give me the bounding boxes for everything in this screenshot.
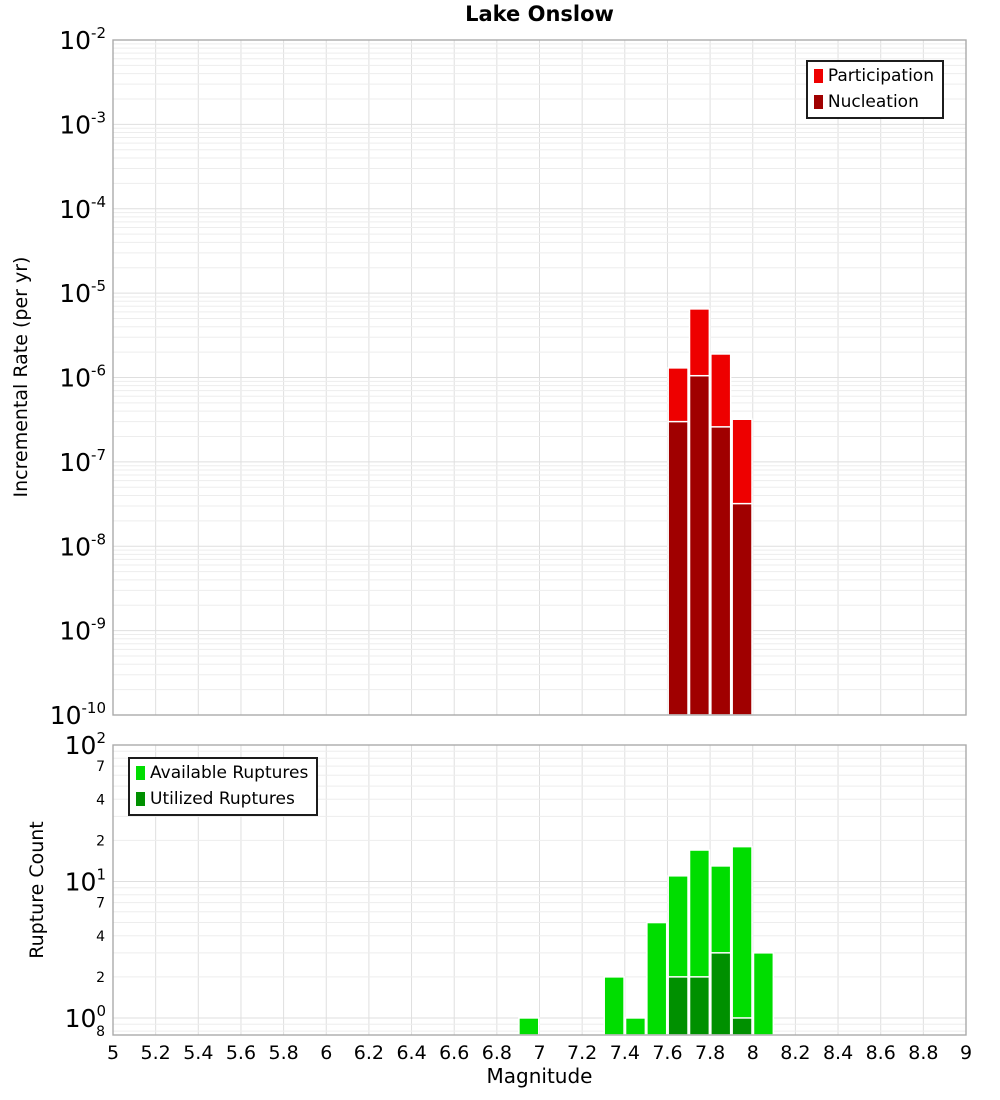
x-axis-tick-label: 7.4 [609, 1042, 640, 1064]
x-axis-label: Magnitude [486, 1064, 593, 1088]
legend-item-utilized-ruptures [136, 790, 308, 809]
y-axis-tick-label: $10^{-4}$ [59, 192, 106, 224]
bar-available-ruptures [732, 847, 752, 1035]
x-axis-tick-label: 6.6 [439, 1042, 470, 1064]
bar-available-ruptures [626, 1018, 646, 1035]
bar-utilized-ruptures [668, 977, 688, 1035]
y-axis-minor-tick-label: 4 [96, 792, 105, 809]
y-axis-tick-label: $10^{-6}$ [59, 361, 106, 393]
participation-legend-label: Participation [827, 66, 934, 86]
y-axis-minor-tick-label: 4 [96, 928, 105, 945]
utilized-ruptures-swatch [136, 792, 145, 806]
x-axis-tick-label: 6.4 [396, 1042, 427, 1064]
y-axis-minor-tick-label: 2 [96, 833, 105, 850]
participation-swatch [814, 69, 823, 83]
nucleation-swatch [814, 95, 823, 109]
x-axis-tick-label: 6.2 [353, 1042, 385, 1064]
y-axis-tick-label: $10^{-5}$ [59, 277, 106, 309]
x-axis-tick-label: 6.8 [481, 1042, 512, 1064]
bar-available-ruptures [754, 953, 774, 1035]
x-axis-tick-label: 9 [959, 1042, 973, 1064]
available-ruptures-swatch [136, 766, 145, 780]
y-axis-tick-label: $10^2$ [64, 729, 106, 760]
y-axis-tick-label: $10^{-9}$ [59, 614, 106, 646]
bar-nucleation [732, 504, 752, 715]
x-axis-tick-label: 8.2 [780, 1042, 811, 1064]
y-axis-minor-tick-label: 7 [96, 895, 105, 912]
bar-available-ruptures [647, 923, 667, 1035]
y-axis-tick-label: $10^{-2}$ [59, 24, 106, 55]
available-ruptures-legend-label: Available Ruptures [150, 763, 309, 783]
bar-utilized-ruptures [690, 977, 710, 1035]
x-axis-tick-label: 7.6 [652, 1042, 683, 1064]
y-axis-minor-tick-label: 7 [96, 759, 105, 776]
bar-utilized-ruptures [732, 1018, 752, 1035]
rate-legend [806, 60, 944, 119]
top-y-axis-label: Incremental Rate (per yr) [10, 256, 32, 498]
bottom-y-axis-label: Rupture Count [26, 821, 48, 959]
bar-nucleation [690, 376, 710, 715]
bar-nucleation [711, 427, 731, 715]
nucleation-legend-label: Nucleation [827, 91, 919, 112]
y-axis-tick-label: $10^{-3}$ [59, 108, 106, 140]
x-axis-tick-label: 5 [106, 1042, 120, 1064]
y-axis-tick-label: $10^0$ [64, 1001, 106, 1033]
y-axis-minor-tick-label: 2 [96, 969, 105, 986]
bar-nucleation [668, 422, 688, 715]
legend-item-participation [814, 67, 934, 86]
x-axis-tick-label: 5.6 [225, 1042, 257, 1064]
x-axis-tick-label: 8.4 [822, 1042, 854, 1064]
x-axis-tick-label: 6 [320, 1042, 333, 1064]
x-axis-tick-label: 8.6 [865, 1042, 896, 1064]
x-axis-tick-label: 8.8 [908, 1042, 939, 1064]
y-axis-tick-label: $10^{-7}$ [59, 445, 106, 477]
x-axis-tick-label: 7.2 [567, 1042, 598, 1064]
bar-utilized-ruptures [711, 953, 731, 1035]
chart-title: Lake Onslow [465, 2, 614, 26]
rupture-legend [128, 757, 318, 816]
bar-available-ruptures [519, 1018, 539, 1035]
x-axis-tick-label: 5.8 [268, 1042, 299, 1064]
x-axis-tick-label: 5.2 [140, 1042, 171, 1064]
y-axis-tick-label: $10^1$ [64, 865, 106, 897]
bar-available-ruptures [604, 977, 624, 1035]
x-axis-tick-label: 7 [533, 1042, 546, 1064]
y-axis-tick-label: $10^{-10}$ [49, 699, 106, 730]
y-axis-minor-tick-label: 8 [96, 1024, 105, 1041]
legend-item-nucleation [814, 93, 934, 112]
utilized-ruptures-legend-label: Utilized Ruptures [150, 788, 295, 809]
y-axis-tick-label: $10^{-8}$ [59, 530, 106, 562]
x-axis-tick-label: 5.4 [183, 1042, 214, 1064]
x-axis-tick-label: 7.8 [694, 1042, 726, 1064]
legend-item-available-ruptures [136, 764, 308, 783]
x-axis-tick-label: 8 [746, 1042, 759, 1064]
